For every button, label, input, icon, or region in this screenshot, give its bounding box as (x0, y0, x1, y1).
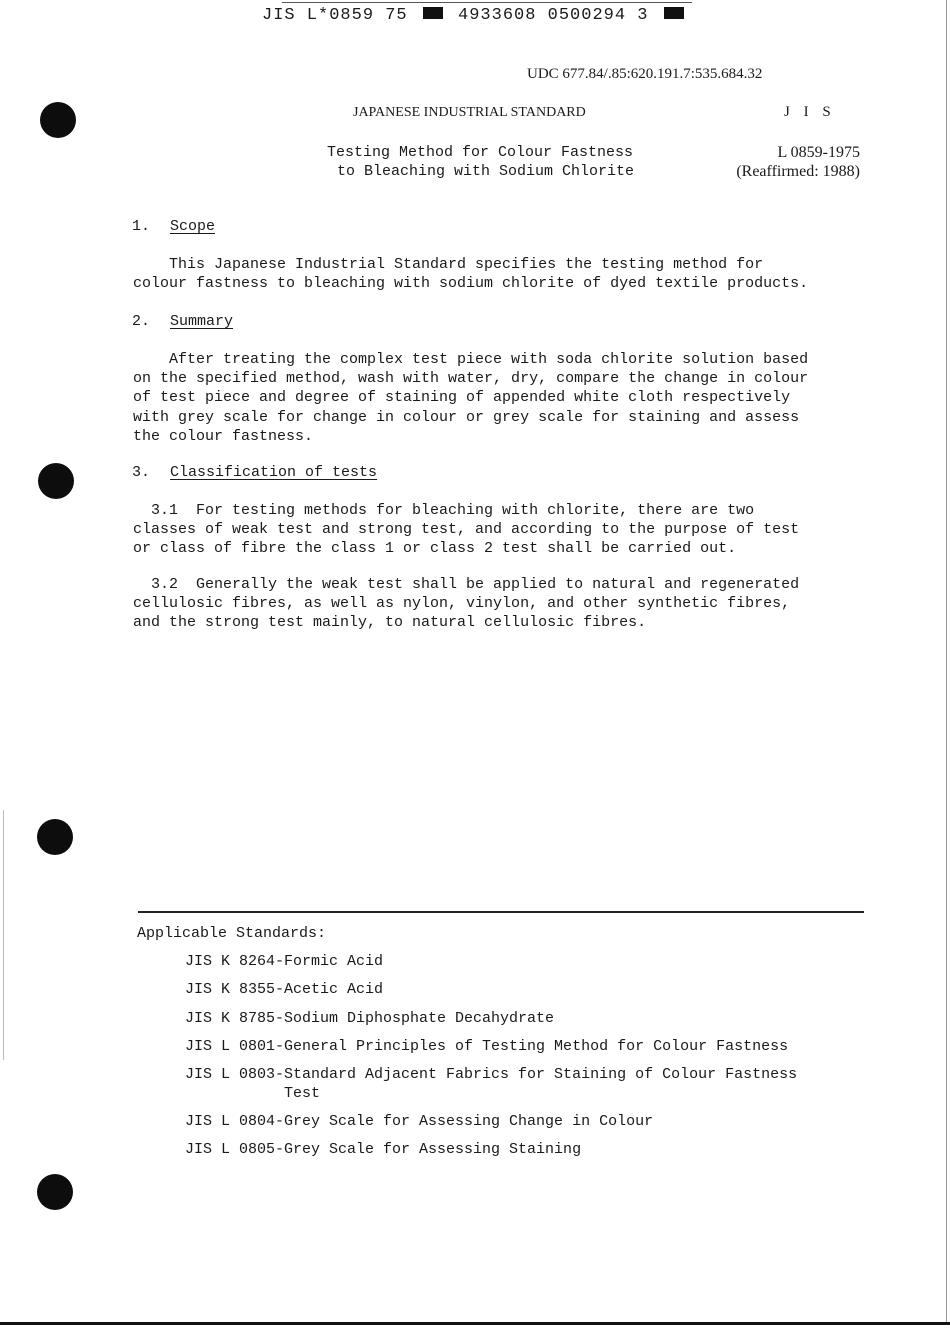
applicable-standard-item: JIS K 8785-Sodium Diphosphate Decahydrate (185, 1010, 555, 1027)
section-title: Scope (170, 218, 216, 235)
catalogue-code-left: JIS L*0859 75 (262, 6, 408, 25)
clause-3-2 (133, 575, 799, 633)
punch-hole-icon (37, 819, 73, 855)
section-title: Classification of tests (170, 464, 378, 481)
title-line: Testing Method for Colour Fastness (327, 144, 634, 161)
applicable-standard-item: JIS K 8355-Acetic Acid (185, 981, 384, 998)
punch-hole-icon (38, 463, 74, 499)
section-heading-summary (132, 313, 233, 330)
section-number: 3. (132, 464, 151, 481)
right-edge-line (946, 0, 947, 1322)
text-line: of test piece and degree of staining of appended white cloth respectively (133, 389, 791, 407)
top-border-line (282, 2, 692, 3)
document-title (327, 143, 634, 181)
punch-hole-icon (37, 1174, 73, 1210)
barcode-block-icon (423, 7, 443, 19)
title-line: to Bleaching with Sodium Chlorite (337, 163, 635, 180)
applicable-standard-item: JIS L 0803-Standard Adjacent Fabrics for Staining of Colour Fastness (185, 1066, 798, 1083)
punch-hole-icon (40, 102, 76, 138)
barcode-block-icon (664, 7, 684, 19)
applicable-standard-item: JIS L 0804-Grey Scale for Assessing Change in Colour (185, 1113, 654, 1130)
text-line: This Japanese Industrial Standard specifies the testing method for (133, 256, 764, 273)
left-edge-line (3, 810, 4, 1060)
udc-code: UDC 677.84/.85:620.191.7:535.684.32 (527, 66, 763, 82)
text-line: on the specified method, wash with water, dry, compare the change in colour (133, 370, 809, 388)
section-number: 2. (132, 313, 151, 330)
section-title: Summary (170, 313, 234, 330)
standard-code: L 0859-1975 (777, 144, 860, 161)
standard-title: JAPANESE INDUSTRIAL STANDARD (353, 105, 586, 120)
scope-paragraph (133, 255, 808, 293)
catalogue-code-mid: 4933608 0500294 3 (458, 6, 649, 25)
text-line: colour fastness to bleaching with sodium chlorite of dyed textile products. (133, 275, 809, 293)
text-line: After treating the complex test piece with soda chlorite solution based (133, 351, 809, 368)
bottom-border-line (0, 1322, 950, 1325)
catalogue-code-line (262, 6, 688, 25)
text-line: or class of fibre the class 1 or class 2 test shall be carried out. (133, 540, 737, 558)
text-line: the colour fastness. (133, 427, 314, 445)
text-line: 3.1 For testing methods for bleaching with chlorite, there are two (133, 502, 755, 519)
text-line: and the strong test mainly, to natural cellulosic fibres. (133, 614, 647, 632)
text-line: with grey scale for change in colour or grey scale for staining and assess (133, 408, 800, 426)
applicable-standard-item: JIS K 8264-Formic Acid (185, 953, 384, 970)
section-heading-scope (132, 218, 215, 235)
standard-number (690, 143, 860, 181)
text-line: cellulosic fibres, as well as nylon, vinylon, and other synthetic fibres, (133, 595, 791, 613)
section-heading-classification (132, 464, 377, 481)
footnote-divider (138, 911, 864, 913)
applicable-standard-item: JIS L 0805-Grey Scale for Assessing Staining (185, 1141, 582, 1158)
applicable-standard-item: Test (185, 1085, 321, 1102)
reaffirmed-date: (Reaffirmed: 1988) (736, 163, 860, 180)
section-number: 1. (132, 218, 151, 235)
summary-paragraph (133, 350, 808, 446)
text-line: 3.2 Generally the weak test shall be applied to natural and regenerated (133, 576, 800, 593)
applicable-standard-item: JIS L 0801-General Principles of Testing Method for Colour Fastness (185, 1038, 789, 1055)
jis-mark: J I S (784, 104, 836, 120)
applicable-standards-title: Applicable Standards: (137, 925, 327, 942)
text-line: classes of weak test and strong test, and according to the purpose of test (133, 521, 800, 539)
clause-3-1 (133, 501, 799, 559)
